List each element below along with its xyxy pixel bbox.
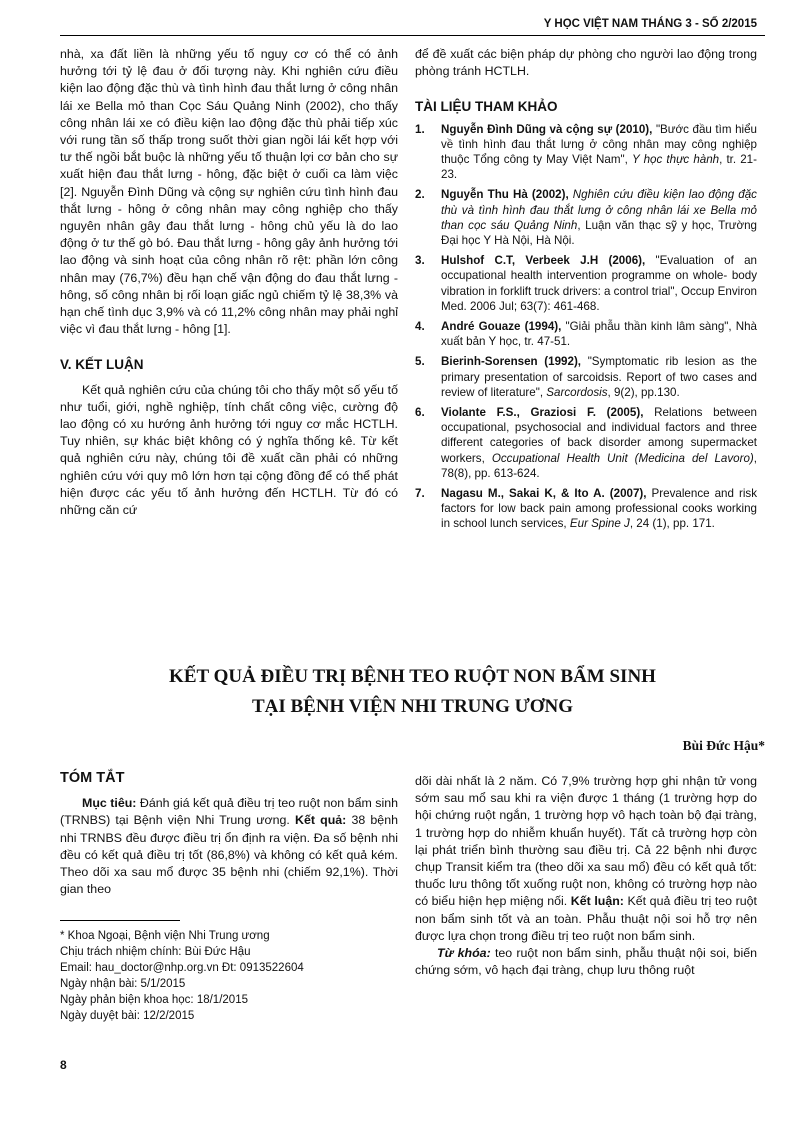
- reference-rest: , 24 (1), pp. 171.: [629, 517, 715, 531]
- reference-title: Relations between occupational, psychosocial and individual factors and three different categories of back disorder among supermacket workers,: [441, 406, 758, 465]
- reference-authors: Bierinh-Sorensen (1992),: [441, 355, 582, 369]
- footnote-received: Ngày nhận bài: 5/1/2015: [60, 978, 186, 990]
- objective-text: Đánh giá kết quả điều trị teo ruột non bẩm sinh (TRNBS) tại Bệnh viện Nhi Trung ương.: [60, 796, 398, 828]
- results-continuation: dõi dài nhất là 2 năm. Có 7,9% trường hợp ghi nhận tử vong sớm sau mổ sau khi ra viện được 1 tháng (1 trường hợp do hội chứng ruột ngắn, 1 trường hợp vô hạch toàn bộ đại tràng, 1 trường hợp do nhiễm khuẩn huyết). Tất cả trường hợp còn lại phát triển bình thường sau điều trị. Cả 22 bệnh nhi được chụp Transit kiểm tra (theo dõi xa sau mổ) đều có kết quả tốt: thuốc lưu thông tốt xuống ruột non, không có trường hợp nào có biểu hiện hẹp miệng nối.: [415, 774, 757, 909]
- references-heading: TÀI LIỆU THAM KHẢO: [415, 99, 558, 115]
- reference-number: 7.: [415, 487, 425, 501]
- footnote-rule: [60, 920, 180, 921]
- reference-item: [415, 354, 757, 400]
- reference-title: "Bước đầu tìm hiểu về tình hình đau thắt lưng ở công nhân may công nghiệp thuộc Tổng công ty May Việt Nam",: [441, 122, 757, 167]
- conclusion-heading: V. KẾT LUẬN: [60, 357, 144, 373]
- reference-source: Sarcordosis: [546, 385, 608, 399]
- footnote-reviewed: Ngày phản biện khoa học: 18/1/2015: [60, 994, 248, 1006]
- reference-item: [415, 319, 757, 349]
- footnotes: [60, 928, 398, 1024]
- reference-authors: André Gouaze (1994),: [441, 320, 562, 334]
- reference-authors: Hulshof C.T, Verbeek J.H (2006),: [441, 254, 646, 268]
- results-text: 38 bệnh nhi TRNBS đều được điều trị ổn định ra viện. Đa số bệnh nhi đều có kết quả điều trị tốt (86,8%) và không có kết quả kém. Theo dõi xa sau mổ được 35 bệnh nhi (chiếm 92,1%). Thời gian theo: [60, 813, 398, 897]
- reference-item: [415, 122, 757, 183]
- abstract-continuation: [415, 773, 757, 945]
- article-title-line-2: TẠI BỆNH VIỆN NHI TRUNG ƯƠNG: [251, 696, 574, 717]
- reference-number: 6.: [415, 406, 425, 420]
- conclusion-paragraph: Kết quả nghiên cứu của chúng tôi cho thấy một số yếu tố như tuổi, giới, nghề nghiệp, tính chất công việc, cường độ lao động có xu hướng ảnh hưởng tới nguy cơ mắc HCTLH. Tuy nhiên, sự khác biệt không có ý nghĩa thống kê. Từ kết quả nghiên cứu này, chúng tôi đề xuất cần phải có những nghiên cứu với quy mô lớn hơn tại cộng đồng để có thể phát hiện được các yếu tố ảnh hưởng đến HCTLH. Từ đó có những căn cứ: [60, 382, 398, 518]
- reference-item: [415, 486, 757, 532]
- reference-source: Occupational Health Unit (Medicina del Lavoro): [491, 451, 754, 465]
- reference-authors: Violante F.S., Graziosi F. (2005),: [441, 406, 644, 420]
- running-header: Y HỌC VIỆT NAM THÁNG 3 - SỐ 2/2015: [543, 18, 757, 30]
- article-author: Bùi Đức Hậu*: [682, 738, 765, 753]
- reference-number: 4.: [415, 320, 425, 334]
- right-column-top: [415, 46, 757, 537]
- article-title: [60, 662, 765, 722]
- reference-rest: , 78(8), pp. 613-624.: [441, 451, 757, 480]
- abstract-right-column: [415, 773, 757, 979]
- reference-source: Nghiên cứu điều kiện lao động đặc thù và tình hình đau thắt lưng ở công nhân lái xe Bella mỏ than cọc sáu Quảng Ninh: [441, 188, 757, 232]
- reference-rest: , 9(2), pp.130.: [607, 385, 680, 399]
- keywords-label: Từ khóa:: [437, 946, 491, 961]
- reference-item: [415, 187, 757, 248]
- reference-title: "Evaluation of an occupational health intervention programme on whole- body vibration in forklift truck drivers: a control trial", Occup Environ Med. 2006 Jul; 63(7): 461-468.: [441, 254, 757, 313]
- keywords-text: teo ruột non bẩm sinh, phẫu thuật nội soi, biến chứng sớm, vô hạch đại tràng, chụp lưu thông ruột: [415, 946, 757, 978]
- reference-title: "Symptomatic rib lesion as the primary presentation of sarcoidsis. Report of two cases and review of literature",: [441, 355, 757, 399]
- reference-item: [415, 253, 757, 314]
- footnote-accepted: Ngày duyệt bài: 12/2/2015: [60, 1010, 195, 1022]
- abstract-paragraph: [60, 795, 398, 898]
- footnote-email: Email: hau_doctor@nhp.org.vn Đt: 0913522604: [60, 962, 304, 974]
- reference-authors: Nguyễn Thu Hà (2002),: [441, 188, 569, 202]
- objective-label: Mục tiêu:: [82, 796, 137, 811]
- reference-authors: Nagasu M., Sakai K, & Ito A. (2007),: [441, 487, 647, 501]
- reference-number: 1.: [415, 122, 425, 136]
- discussion-paragraph: nhà, xa đất liền là những yếu tố nguy cơ có thể có ảnh hưởng tới tỷ lệ đau ở đối tượng này. Khi nghiên cứu điều kiện lao động đặc thù và tình hình đau thắt lưng ở công nhân lái xe Bella mỏ than Cọc Sáu Quảng Ninh (2002), cho thấy công nhân lái xe có điều kiện lao động đặc thù phải tiếp xúc với rung tần số thấp trong suốt thời gian ngồi lái kết hợp với tư thế ngồi bắt buộc là những yếu tố thuận lợi cơ bản cho sự xuất hiện đau thắt lưng - hông, đặc biệt ở cuối ca làm việc [2]. Nguyễn Đình Dũng và cộng sự nghiên cứu tình hình đau thắt lưng - hông ở công nhân may công nghiệp cho thấy nguyên nhân gây đau thắt lưng - hông chủ yếu là do lao động ở tư thế gò bó. Đau thắt lưng - hông gây ảnh hưởng tới lao động và sinh hoạt của công nhân rõ rệt: phần lớn công nhân may (76,7%) đều hạn chế vận động do đau thắt lưng - hông, số công nhân bị rối loạn giấc ngủ chiếm tỷ lệ 38,3% và hạn chế tình dục 3,9% và có 11,2% công nhân may phải nghỉ việc vì đau thắt lưng - hông [1].: [60, 47, 398, 337]
- reference-title: "Giải phẫu thần kinh lâm sàng", Nhà xuất bản Y học, tr. 47-51.: [441, 320, 757, 349]
- reference-source: Eur Spine J: [569, 517, 630, 531]
- keywords: [415, 945, 757, 979]
- reference-rest: , Luận văn thạc sỹ y học, Trường Đại học Y Hà Nội, Hà Nội.: [441, 218, 757, 248]
- abstract-heading: TÓM TẮT: [60, 770, 125, 786]
- reference-number: 5.: [415, 355, 425, 369]
- page-number: 8: [60, 1058, 67, 1072]
- reference-rest: , tr. 21-23.: [441, 153, 757, 182]
- abstract-left-column: [60, 770, 398, 898]
- reference-source: Y học thực hành: [631, 153, 720, 167]
- reference-number: 3.: [415, 254, 425, 268]
- reference-authors: Nguyễn Đình Dũng và cộng sự (2010),: [441, 122, 653, 136]
- reference-item: [415, 405, 757, 481]
- footnote-responsible: Chịu trách nhiệm chính: Bùi Đức Hậu: [60, 946, 251, 958]
- article-title-line-1: KẾT QUẢ ĐIỀU TRỊ BỆNH TEO RUỘT NON BẨM SINH: [169, 666, 656, 687]
- reference-number: 2.: [415, 188, 425, 202]
- results-label: Kết quả:: [295, 813, 347, 828]
- conclusion-label: Kết luận:: [570, 894, 624, 909]
- abstract-conclusion-text: Kết quả điều trị teo ruột non bẩm sinh tốt và an toàn. Phẫu thuật nội soi hỗ trợ nên được lựa chọn trong điều trị teo ruột non bẩm sinh.: [415, 894, 757, 943]
- left-column-top: [60, 46, 398, 519]
- header-rule: [60, 35, 765, 36]
- reference-title: Prevalence and risk factors for low back pain among professional cooks working in school lunch services,: [441, 487, 757, 531]
- footnote-affiliation: * Khoa Ngoại, Bệnh viện Nhi Trung ương: [60, 930, 270, 942]
- conclusion-continuation: để đề xuất các biện pháp dự phòng cho người lao động trong phòng tránh HCTLH.: [415, 47, 757, 79]
- references-list: [415, 122, 757, 532]
